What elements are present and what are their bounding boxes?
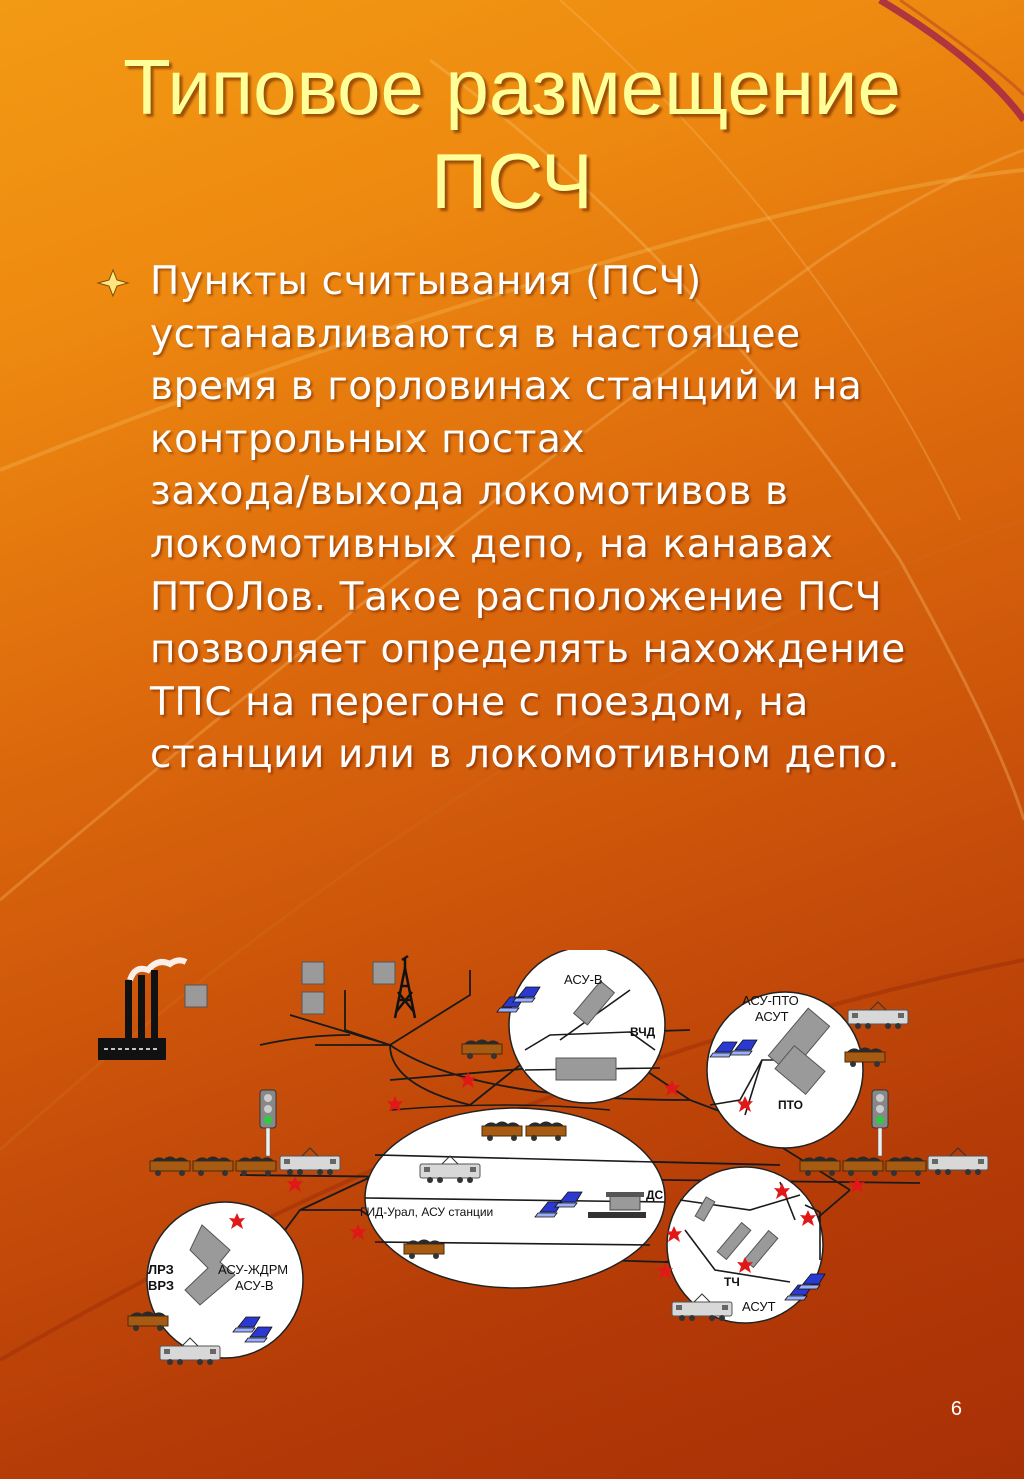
bullet-line: позволяет определять нахождение — [150, 627, 906, 673]
bullet-line: ТПС на перегоне с поездом, на — [150, 679, 809, 725]
label-asut-bottom: АСУТ — [742, 1299, 776, 1314]
star-reader-icon — [350, 1224, 366, 1240]
label-asu-zhdrm: АСУ-ЖДРМ — [218, 1262, 289, 1277]
bullet-line: станции или в локомотивном депо. — [150, 732, 901, 778]
label-pto: ПТО — [778, 1098, 803, 1112]
title-line-1: Типовое размещение — [123, 43, 901, 131]
bullet-line: ПТОЛов. Такое расположение ПСЧ — [150, 574, 883, 620]
freight-wagon-icon — [843, 1157, 883, 1177]
label-asu-v-top: АСУ-В — [564, 972, 603, 987]
bullet-line: время в горловинах станций и на — [150, 364, 863, 410]
label-lrz: ЛРЗ — [148, 1262, 174, 1277]
star-reader-icon — [849, 1177, 865, 1193]
freight-wagon-icon — [845, 1048, 885, 1068]
label-asu-pto: АСУ-ПТО — [742, 993, 799, 1008]
railway-scheme-diagram — [90, 950, 1000, 1380]
train-right — [800, 1148, 988, 1176]
bullet-line: контрольных постах — [150, 416, 586, 462]
star-reader-icon — [664, 1080, 680, 1096]
signal-light-icon — [260, 1090, 276, 1156]
label-asut-top: АСУТ — [755, 1009, 789, 1024]
label-asu-v-bottom: АСУ-В — [235, 1278, 274, 1293]
locomotive-icon — [280, 1148, 340, 1175]
freight-wagon-icon — [150, 1157, 190, 1177]
label-vchd: ВЧД — [630, 1025, 656, 1039]
star-reader-icon — [287, 1176, 303, 1192]
signal-light-icon — [872, 1090, 888, 1156]
freight-wagon-icon — [886, 1157, 926, 1177]
oil-derrick-icon — [395, 956, 415, 1018]
label-ds: ДС — [646, 1188, 664, 1202]
locomotive-icon — [928, 1148, 988, 1175]
label-gid-ural: ГИД-Урал, АСУ станции — [360, 1205, 494, 1219]
title-line-2: ПСЧ — [431, 137, 593, 225]
bullet-diamond-icon — [96, 268, 130, 298]
bullet-line: устанавливаются в настоящее — [150, 311, 801, 357]
train-left — [150, 1148, 340, 1176]
freight-wagon-icon — [193, 1157, 233, 1177]
freight-wagon-icon — [800, 1157, 840, 1177]
bullet-line: локомотивных депо, на канавах — [150, 521, 834, 567]
label-vrz: ВРЗ — [148, 1278, 175, 1293]
slide-title — [0, 40, 1024, 228]
freight-wagon-icon — [236, 1157, 276, 1177]
factory-icon — [98, 960, 186, 1060]
bullet-text — [150, 256, 990, 782]
bullet-line: Пункты считывания (ПСЧ) — [150, 259, 702, 304]
locomotive-icon — [848, 1002, 908, 1029]
page-number: 6 — [950, 1398, 962, 1420]
freight-wagon-icon — [462, 1040, 502, 1060]
freight-wagon-icon — [128, 1312, 168, 1332]
bullet-line: захода/выхода локомотивов в — [150, 469, 789, 515]
label-tch: ТЧ — [724, 1275, 740, 1289]
